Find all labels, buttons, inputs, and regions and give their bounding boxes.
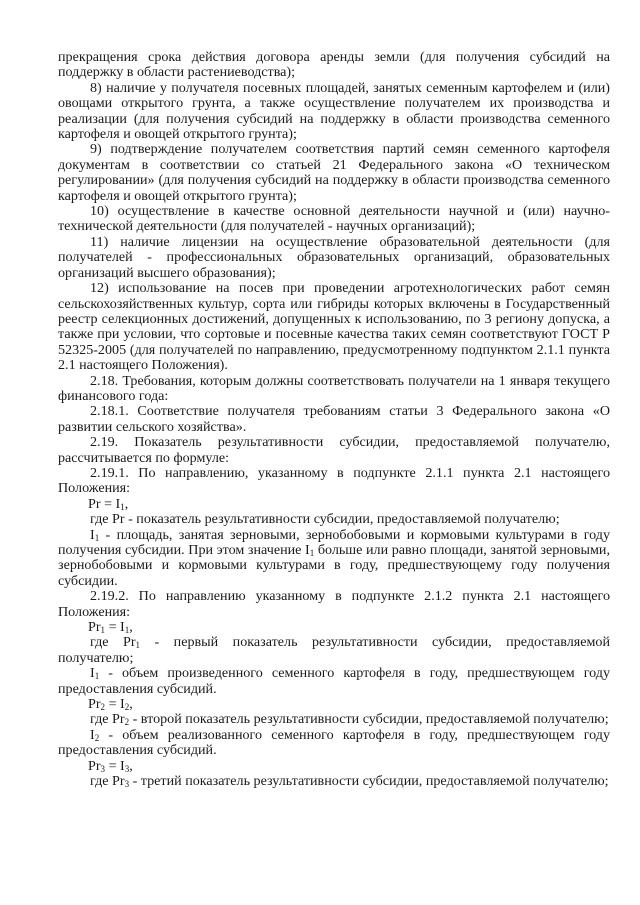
formula-pr1: $Pr_1 = I_1$, [88, 619, 133, 636]
definition-i2: $I_2$ - объем реализованного семенного картофеля в году, предшествующем году предоставления субсидий. [58, 726, 610, 759]
paragraph-item-8: 8) наличие у получателя посевных площадей, занятых семенным картофелем и (или) овощами открытого грунта, а также осуществление получателем их производства и реализации (для получения субсидий на поддержку в области производства семенного картофеля и овощей открытого грунта); [58, 79, 610, 143]
paragraph-item-12: 12) использование на посев при проведении агротехнологических работ семян сельскохозяйственных культур, сорта или гибриды которых включены в Государственный реестр селекционных достижений, допущенных к использованию, по 3 региону допуска, а также при условии, что сортовые и посевные качества таких семян соответствуют ГОСТ Р 52325-2005 (для получателей по направлению, предусмотренному подпунктом 2.1.1 пункта 2.1 настоящего Положения). [58, 280, 610, 374]
definition-i1-area: $I_1$ - площадь, занятая зерновыми, зернобобовыми и кормовыми культурами в году получения субсидии. При этом значение $I_1$ больше или равно площади, занятой зерновыми, зернобобовыми и кормовыми культурами в году, предшествующему году получения субсидии. [58, 526, 610, 589]
paragraph-item-11: 11) наличие лицензии на осуществление образовательной деятельности (для получателей - профессиональных образовательных организаций, образовательных организаций высшего образования); [58, 233, 610, 281]
paragraph-item-10: 10) осуществление в качестве основной деятельности научной и (или) научно-технической деятельности (для получателей - научных организаций); [58, 203, 610, 235]
paragraph-2-18-1: 2.18.1. Соответствие получателя требованиям статьи 3 Федерального закона «О развитии сельского хозяйства». [58, 403, 610, 435]
formula-pr3: $Pr_3 = I_3$, [88, 757, 133, 774]
paragraph-2-18: 2.18. Требования, которым должны соответствовать получатели на 1 января текущего финансового года: [58, 372, 610, 404]
definition-pr: где Pr - показатель результативности субсидии, предоставляемой получателю; [90, 511, 560, 528]
formula-pr2: $Pr_2 = I_2$, [88, 696, 133, 713]
definition-pr3: где $Pr_3$ - третий показатель результативности субсидии, предоставляемой получателю; [90, 773, 609, 790]
paragraph-2-19-1: 2.19.1. По направлению, указанному в подпункте 2.1.1 пункта 2.1 настоящего Положения: [58, 464, 610, 497]
paragraph-item-9: 9) подтверждение получателем соответствия партий семян семенного картофеля документам в соответствии со статьей 21 Федерального закона «О техническом регулировании» (для получения субсидий на поддержку в области производства семенного картофеля и овощей открытого грунта); [58, 141, 610, 204]
definition-pr1: где $Pr_1$ - первый показатель результативности субсидии, предоставляемой получателю; [58, 634, 611, 666]
paragraph-continuation: прекращения срока действия договора аренды земли (для получения субсидий на поддержку в области растениеводства); [58, 49, 610, 81]
definition-pr2: где $Pr_2$ - второй показатель результативности субсидии, предоставляемой получателю; [90, 711, 609, 728]
document-page [58, 50, 610, 790]
paragraph-2-19-2: 2.19.2. По направлению указанному в подпункте 2.1.2 пункта 2.1 настоящего Положения: [58, 588, 610, 620]
paragraph-2-19: 2.19. Показатель результативности субсидии, предоставляемой получателю, рассчитывается по формуле: [58, 434, 610, 466]
formula-pr: $Pr = I_1$, [88, 495, 129, 512]
definition-i1-volume: $I_1$ - объем произведенного семенного картофеля в году, предшествующем году предоставления субсидий. [58, 665, 610, 697]
